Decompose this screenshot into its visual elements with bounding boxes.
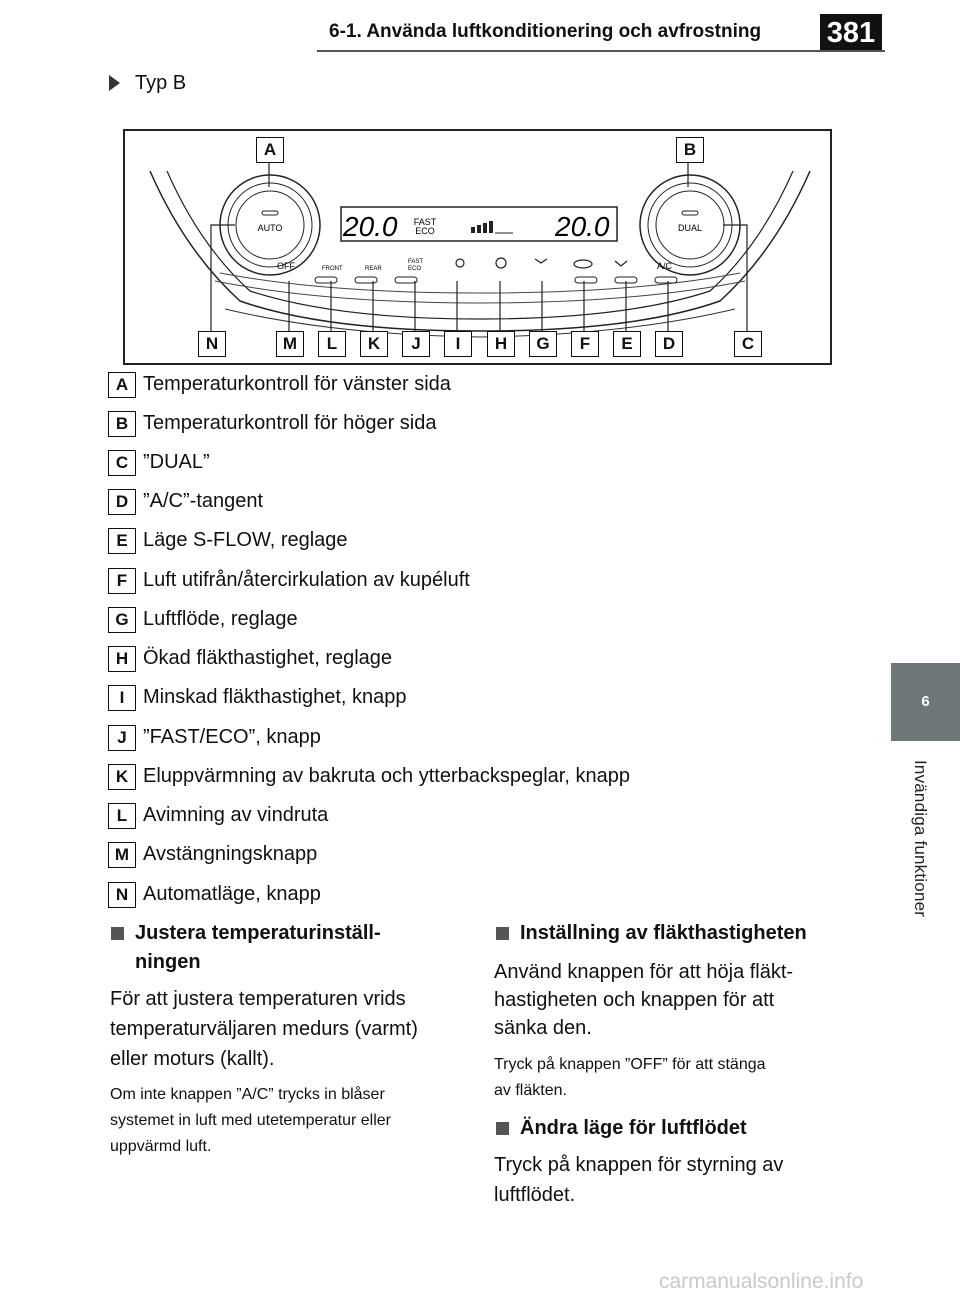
page-number: 381 xyxy=(820,14,882,52)
legend-text: Eluppvärmning av bakruta och ytterbackspeglar, knapp xyxy=(143,765,630,787)
heading-airflow: Ändra läge för luftflödet xyxy=(520,1117,747,1139)
legend-text: Automatläge, knapp xyxy=(143,883,321,905)
control-panel-illustration xyxy=(125,131,834,367)
heading-temp-line2: ningen xyxy=(135,951,201,973)
para-line: temperaturväljaren medurs (varmt) xyxy=(110,1018,418,1040)
callout-A: A xyxy=(256,137,284,163)
callout-C: C xyxy=(734,331,762,357)
heading-square-icon xyxy=(496,1122,509,1135)
legend-text: Minskad fläkthastighet, knapp xyxy=(143,686,407,708)
callout-H: H xyxy=(487,331,515,357)
note-line: uppvärmd luft. xyxy=(110,1138,212,1155)
callout-K: K xyxy=(360,331,388,357)
fast-text: FAST xyxy=(413,217,437,227)
left-temp-display: 20.0 xyxy=(343,211,398,242)
heading-square-icon xyxy=(496,927,509,940)
callout-E: E xyxy=(613,331,641,357)
note-line: systemet in luft med utetemperatur eller xyxy=(110,1112,392,1129)
callout-M: M xyxy=(276,331,304,357)
watermark: carmanualsonline.info xyxy=(659,1270,864,1293)
rear-label: REAR xyxy=(365,266,382,272)
legend-key: E xyxy=(108,528,136,554)
legend-text: Avstängningsknapp xyxy=(143,843,318,865)
chapter-label: Invändiga funktioner xyxy=(911,760,930,918)
note-line: av fläkten. xyxy=(494,1082,567,1099)
callout-I: I xyxy=(444,331,472,357)
legend-text: Läge S-FLOW, reglage xyxy=(143,529,348,551)
eco-text: ECO xyxy=(415,226,435,236)
heading-fan: Inställning av fläkthastigheten xyxy=(520,922,807,944)
para-line: eller moturs (kallt). xyxy=(110,1048,275,1070)
auto-label: AUTO xyxy=(257,223,283,233)
legend-text: ”FAST/ECO”, knapp xyxy=(143,726,321,748)
callout-L: L xyxy=(318,331,346,357)
legend-key: B xyxy=(108,411,136,437)
legend-text: Avimning av vindruta xyxy=(143,804,329,826)
legend-key: L xyxy=(108,803,136,829)
callout-G: G xyxy=(529,331,557,357)
off-label: OFF xyxy=(277,261,295,271)
legend-key: A xyxy=(108,372,136,398)
note-line: Tryck på knappen ”OFF” för att stänga xyxy=(494,1056,766,1073)
fast-label-2: FAST xyxy=(408,259,424,265)
typ-label: Typ B xyxy=(135,72,187,94)
legend-key: D xyxy=(108,489,136,515)
climate-control-diagram xyxy=(123,129,832,365)
legend-text: ”A/C”-tangent xyxy=(143,490,264,512)
legend-key: H xyxy=(108,646,136,672)
legend-key: M xyxy=(108,842,136,868)
heading-temp-line1: Justera temperaturinställ- xyxy=(135,922,381,944)
note-line: Om inte knappen ”A/C” trycks in blåser xyxy=(110,1086,385,1103)
legend-key: G xyxy=(108,607,136,633)
para-line: luftflödet. xyxy=(494,1184,576,1206)
callout-F: F xyxy=(571,331,599,357)
legend-text: Ökad fläkthastighet, reglage xyxy=(143,647,393,669)
para-line: hastigheten och knappen för att xyxy=(494,989,775,1011)
callout-B: B xyxy=(676,137,704,163)
front-label: FRONT xyxy=(322,266,343,272)
legend-key: F xyxy=(108,568,136,594)
legend-key: N xyxy=(108,882,136,908)
bullet-triangle-icon xyxy=(109,75,120,91)
para-line: För att justera temperaturen vrids xyxy=(110,988,406,1010)
eco-label-2: ECO xyxy=(408,266,422,272)
callout-D: D xyxy=(655,331,683,357)
callout-J: J xyxy=(402,331,430,357)
legend-text: Luftflöde, reglage xyxy=(143,608,298,630)
legend-text: ”DUAL” xyxy=(143,451,210,473)
legend-key: I xyxy=(108,685,136,711)
para-line: sänka den. xyxy=(494,1017,592,1039)
legend-text: Temperaturkontroll för vänster sida xyxy=(143,373,451,395)
callout-N: N xyxy=(198,331,226,357)
chapter-tab[interactable]: 6 xyxy=(891,663,960,741)
section-title: 6-1. Använda luftkonditionering och avfrostning xyxy=(329,21,762,42)
legend-key: C xyxy=(108,450,136,476)
header-rule xyxy=(317,50,885,52)
legend-key: K xyxy=(108,764,136,790)
legend-key: J xyxy=(108,725,136,751)
dual-label: DUAL xyxy=(677,223,703,233)
heading-square-icon xyxy=(111,927,124,940)
legend-text: Luft utifrån/återcirkulation av kupéluft xyxy=(143,569,470,591)
right-temp-display: 20.0 xyxy=(555,211,610,242)
legend-text: Temperaturkontroll för höger sida xyxy=(143,412,437,434)
ac-label: A/C xyxy=(657,261,673,271)
para-line: Använd knappen för att höja fläkt- xyxy=(494,961,794,983)
para-line: Tryck på knappen för styrning av xyxy=(494,1154,784,1176)
